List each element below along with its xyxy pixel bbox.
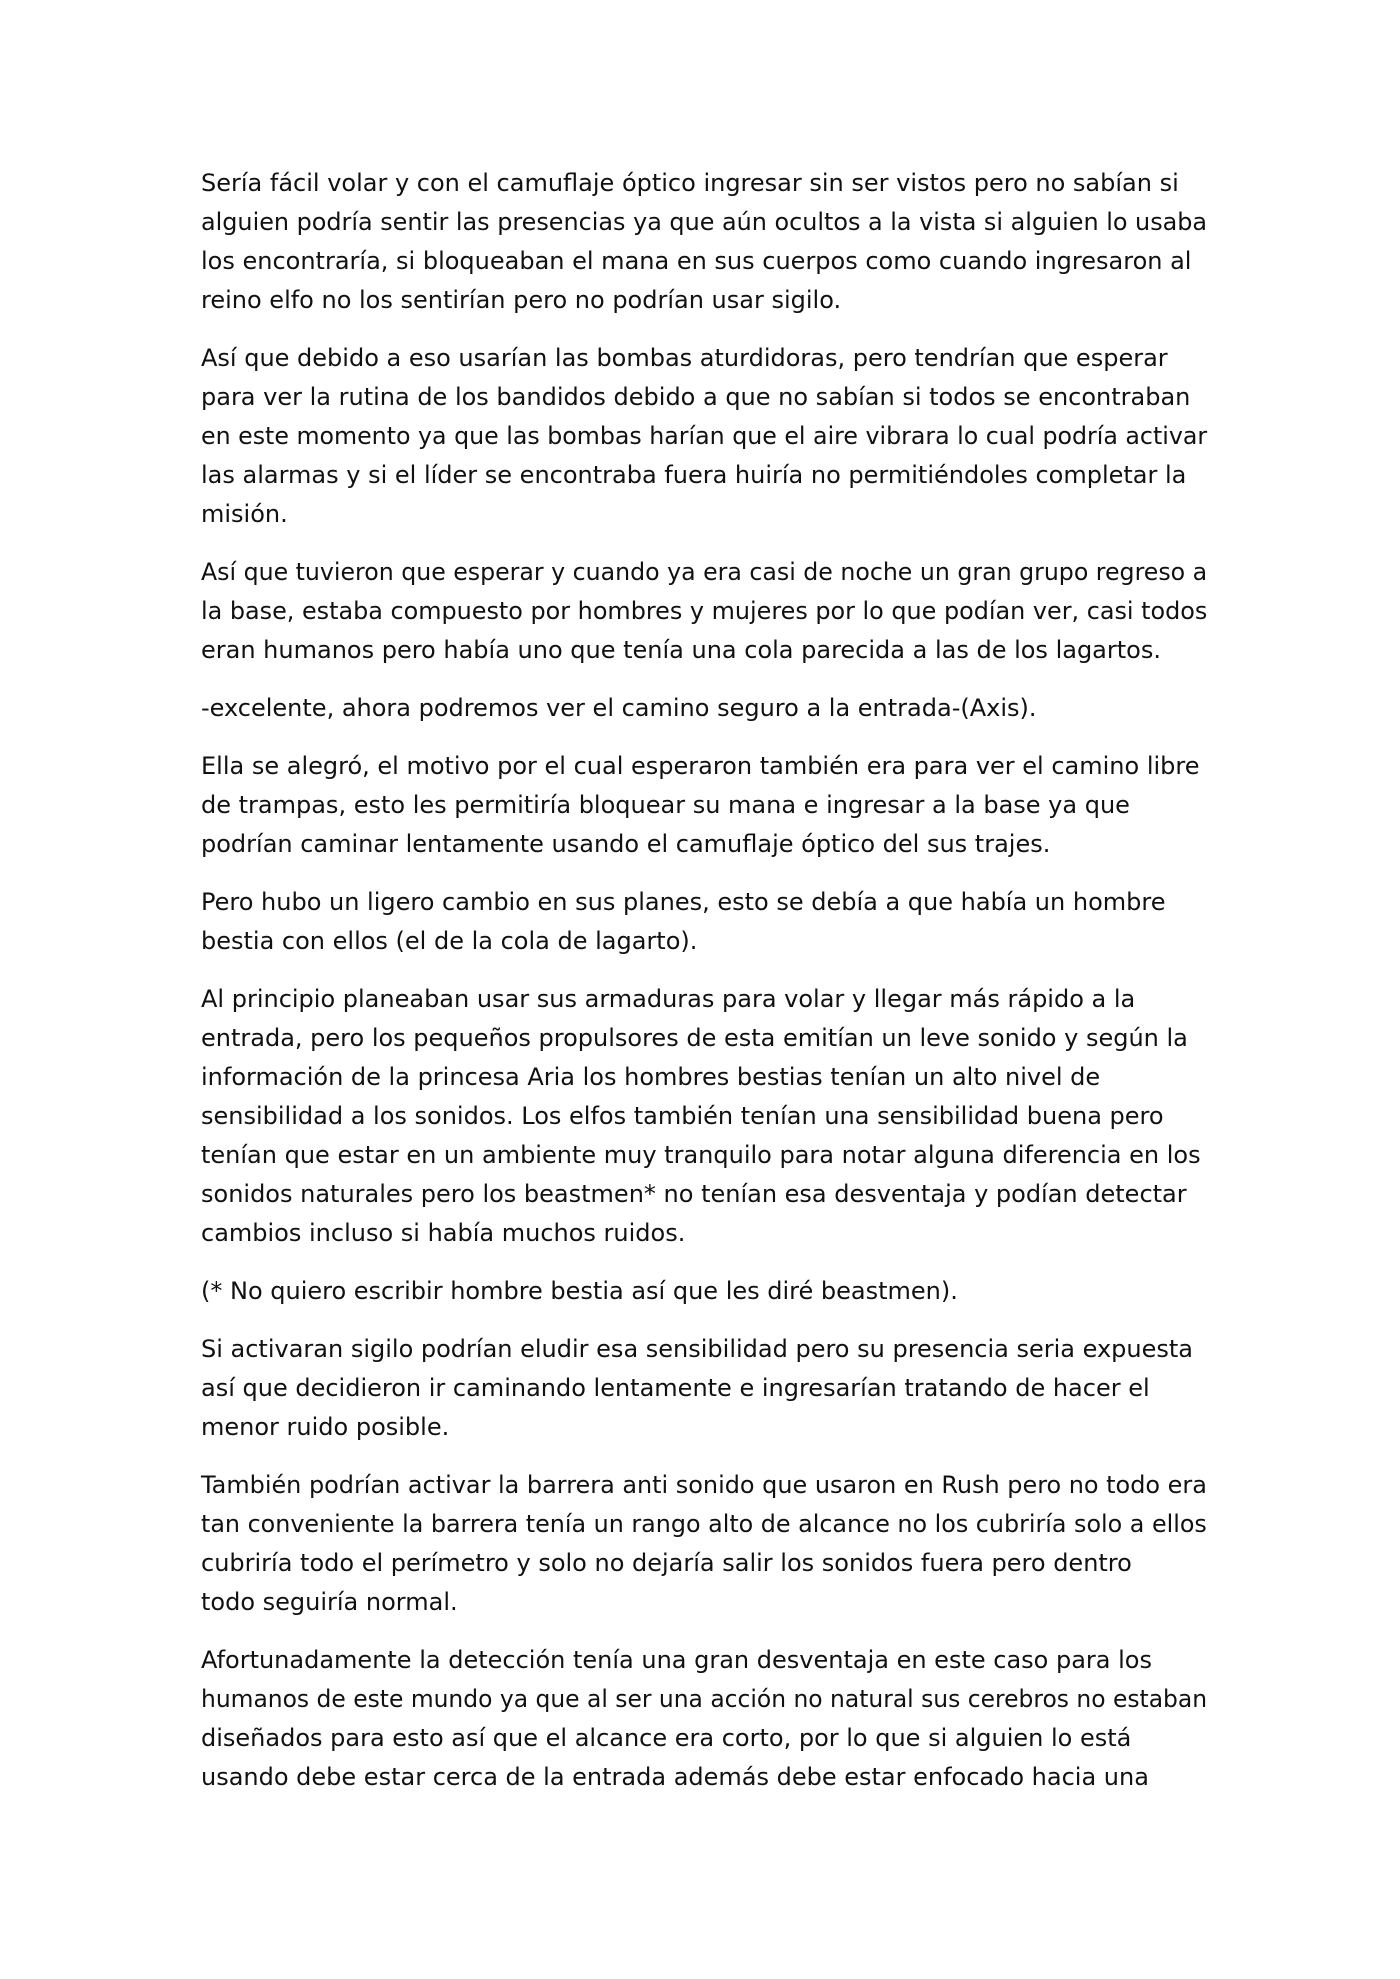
paragraph xyxy=(201,883,1207,961)
text-line: cambios incluso si había muchos ruidos. xyxy=(201,1219,686,1247)
document-body xyxy=(201,164,1207,1816)
text-line: -excelente, ahora podremos ver el camino seguro a la entrada-(Axis). xyxy=(201,694,1037,722)
paragraph xyxy=(201,553,1207,670)
text-line: reino elfo no los sentirían pero no podrían usar sigilo. xyxy=(201,286,842,314)
text-line: podrían caminar lentamente usando el camuflaje óptico del sus trajes. xyxy=(201,830,1051,858)
text-line: sonidos naturales pero los beastmen* no tenían esa desventaja y podían detectar xyxy=(201,1180,1187,1208)
text-line: tenían que estar en un ambiente muy tranquilo para notar alguna diferencia en los xyxy=(201,1141,1201,1169)
paragraph xyxy=(201,1330,1207,1447)
text-line: Sería fácil volar y con el camuflaje óptico ingresar sin ser vistos pero no sabían si xyxy=(201,169,1179,197)
text-line: los encontraría, si bloqueaban el mana en sus cuerpos como cuando ingresaron al xyxy=(201,247,1192,275)
text-line: También podrían activar la barrera anti sonido que usaron en Rush pero no todo era xyxy=(201,1471,1207,1499)
paragraph xyxy=(201,339,1207,534)
text-line: la base, estaba compuesto por hombres y mujeres por lo que podían ver, casi todos xyxy=(201,597,1208,625)
text-line: (* No quiero escribir hombre bestia así que les diré beastmen). xyxy=(201,1277,958,1305)
text-line: Afortunadamente la detección tenía una gran desventaja en este caso para los xyxy=(201,1646,1152,1674)
paragraph xyxy=(201,689,1207,728)
text-line: menor ruido posible. xyxy=(201,1413,450,1441)
text-line: para ver la rutina de los bandidos debido a que no sabían si todos se encontraban xyxy=(201,383,1191,411)
text-line: Así que tuvieron que esperar y cuando ya era casi de noche un gran grupo regreso a xyxy=(201,558,1208,586)
paragraph xyxy=(201,1466,1207,1622)
text-line: Ella se alegró, el motivo por el cual esperaron también era para ver el camino libre xyxy=(201,752,1200,780)
text-line: misión. xyxy=(201,500,288,528)
text-line: Así que debido a eso usarían las bombas aturdidoras, pero tendrían que esperar xyxy=(201,344,1168,372)
text-line: alguien podría sentir las presencias ya que aún ocultos a la vista si alguien lo usaba xyxy=(201,208,1208,236)
paragraph xyxy=(201,980,1207,1253)
text-line: de trampas, esto les permitiría bloquear su mana e ingresar a la base ya que xyxy=(201,791,1130,819)
text-line: Pero hubo un ligero cambio en sus planes, esto se debía a que había un hombre xyxy=(201,888,1166,916)
text-line: diseñados para esto así que el alcance era corto, por lo que si alguien lo está xyxy=(201,1724,1132,1752)
text-line: así que decidieron ir caminando lentamente e ingresarían tratando de hacer el xyxy=(201,1374,1150,1402)
text-line: Al principio planeaban usar sus armaduras para volar y llegar más rápido a la xyxy=(201,985,1136,1013)
text-line: bestia con ellos (el de la cola de lagarto). xyxy=(201,927,698,955)
text-line: entrada, pero los pequeños propulsores de esta emitían un leve sonido y según la xyxy=(201,1024,1188,1052)
paragraph xyxy=(201,1272,1207,1311)
text-line: todo seguiría normal. xyxy=(201,1588,458,1616)
paragraph xyxy=(201,747,1207,864)
paragraph xyxy=(201,1641,1207,1797)
text-line: en este momento ya que las bombas harían que el aire vibrara lo cual podría activar xyxy=(201,422,1208,450)
text-line: humanos de este mundo ya que al ser una acción no natural sus cerebros no estaban xyxy=(201,1685,1208,1713)
text-line: eran humanos pero había uno que tenía una cola parecida a las de los lagartos. xyxy=(201,636,1161,664)
text-line: cubriría todo el perímetro y solo no dejaría salir los sonidos fuera pero dentro xyxy=(201,1549,1132,1577)
text-line: usando debe estar cerca de la entrada además debe estar enfocado hacia una xyxy=(201,1763,1149,1791)
text-line: tan conveniente la barrera tenía un rango alto de alcance no los cubriría solo a ellos xyxy=(201,1510,1207,1538)
text-line: sensibilidad a los sonidos. Los elfos también tenían una sensibilidad buena pero xyxy=(201,1102,1164,1130)
text-line: información de la princesa Aria los hombres bestias tenían un alto nivel de xyxy=(201,1063,1101,1091)
paragraph xyxy=(201,164,1207,320)
text-line: las alarmas y si el líder se encontraba fuera huiría no permitiéndoles completar la xyxy=(201,461,1187,489)
text-line: Si activaran sigilo podrían eludir esa sensibilidad pero su presencia seria expuesta xyxy=(201,1335,1194,1363)
